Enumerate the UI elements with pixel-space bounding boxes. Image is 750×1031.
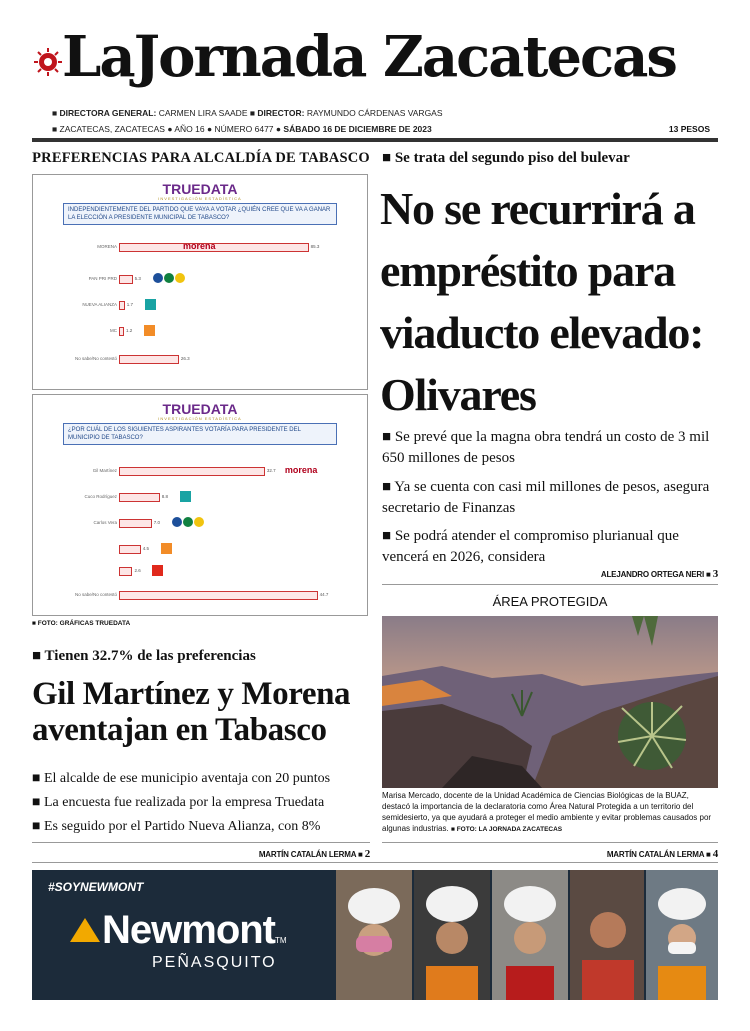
chart-bar [119,591,318,600]
workers-photo-collage [336,870,718,1000]
ad-brand [102,908,287,953]
left-bullet: ■ Es seguido por el Partido Nueva Alianza, con 8% [32,819,321,834]
chart-category-label: PAN PRI PRD [88,276,117,281]
chart-value-label: 7.0 [153,520,161,525]
price: 13 PESOS [668,124,710,134]
right-byline-name: ALEJANDRO ORTEGA NERI [600,570,704,579]
ad-brand-text: Newmont [102,908,275,952]
caption-text: Marisa Mercado, docente de la Unidad Académica de Ciencias Biológicas de la BUAZ, destacó la importancia de la declaratoria como Área Natural Protegida a un territorio del semidesierto, ya que ayudará a proteger el medio ambiente y evitar problemas causados por algunas industrias. [382,791,712,833]
chart-value-label: 2.6 [134,568,141,573]
chart-bar [119,519,152,528]
chart-category-label: MC [110,328,117,333]
photo-page-ref: 4 [712,848,718,860]
chart-bar-row [33,565,367,577]
sun-logo-icon [34,48,62,76]
left-headline: Gil Martínez y Morena aventajan en Tabasco [32,676,351,748]
chart-bar [119,493,160,502]
directora-label: DIRECTORA GENERAL: [59,108,157,118]
photo-byline-name: MARTÍN CATALÁN LERMA [606,850,704,859]
truedata-sub: INVESTIGACIÓN ESTADÍSTICA [158,196,242,201]
photo-caption: Marisa Mercado, docente de la Unidad Académica de Ciencias Biológicas de la BUAZ, destacó la importancia de la declaratoria como Área Natural Protegida a un territorio del semidesierto, ya que ayudará a proteger el medio ambiente y evitar problemas causados por algunas industrias. ■ FOTO: LA JORNADA ZACATECAS [382,791,712,833]
pt-logo-icon [152,565,164,578]
coalition-logos-icon [153,273,186,285]
main-headline: No se recurrirá a empréstito para viaducto elevado: Olivares [380,183,704,420]
right-bullet-text: Se prevé que la magna obra tendrá un costo de 3 mil 650 millones de pesos [382,429,710,466]
right-bullet-text: Se podrá atender el compromiso plurianual que vencerá en 2026, considera [382,528,679,565]
nueva-alianza-logo-icon [180,491,192,504]
chart-bar [119,301,125,310]
left-bullet-text: La encuesta fue realizada por la empresa Truedata [43,795,325,810]
chart-bar-row [33,543,367,555]
divider [32,842,370,843]
ad-hashtag: #SOYNEWMONT [48,880,144,894]
divider [382,842,718,843]
left-kicker-text: Tienen 32.7% de las preferencias [44,648,256,664]
nueva-alianza-logo-icon [145,299,157,312]
left-bullet-text: El alcalde de ese municipio aventaja con 20 puntos [43,771,331,786]
chart-bar-row [33,465,367,477]
dateline-place: ZACATECAS, ZACATECAS [59,124,165,134]
right-bullet: ■ Ya se cuenta con casi mil millones de pesos, asegura secretario de Finanzas [382,479,710,516]
director-name: RAYMUNDO CÁRDENAS VARGAS [306,108,443,118]
director-label: DIRECTOR: [257,108,305,118]
dateline: ■ ZACATECAS, ZACATECAS ● AÑO 16 ● NÚMERO 6477 ● SÁBADO 16 DE DICIEMBRE DE 2023 [52,124,432,134]
ad-tm: TM [275,936,287,945]
chart-category-label: Cuco Rodríguez [84,494,117,499]
right-kicker-text: Se trata del segundo piso del bulevar [394,150,630,166]
divider [382,584,718,585]
right-bullet: ■ Se prevé que la magna obra tendrá un costo de 3 mil 650 millones de pesos [382,429,710,466]
chart-bar [119,545,141,554]
chart-bar-row [33,273,367,285]
right-bullet: ■ Se podrá atender el compromiso plurianual que vencerá en 2026, considera [382,528,679,565]
chart-category-label: Carlos Vera [93,520,117,525]
left-bullet-text: Es seguido por el Partido Nueva Alianza, con 8% [43,819,321,834]
left-page-ref: 2 [364,848,370,860]
left-byline: MARTÍN CATALÁN LERMA ■ 2 [258,848,370,860]
chart-category-label: No sabe/No contestó [74,356,117,361]
chart-value-label: 1.7 [126,302,133,307]
mc-logo-icon [144,325,156,338]
divider [32,862,718,863]
masthead-divider [32,138,718,142]
chart-value-label: 8.8 [161,494,168,499]
chart-category-label: No sabe/No contestó [74,592,117,597]
chart-bar-row [33,589,367,601]
chart-question: INDEPENDIENTEMENTE DEL PARTIDO QUE VAYA A VOTAR ¿QUIÉN CREE QUE VA A GANAR LA ELECCIÓN A PRESIDENTE MUNICIPAL DE TABASCO? [63,203,337,225]
chart-bar [119,275,133,284]
mc-logo-icon [161,543,173,556]
truedata-logo: TRUEDATA [162,401,238,417]
right-bullet-text: Ya se cuenta con casi mil millones de pesos, asegura secretario de Finanzas [382,479,710,516]
chart-category-label: Gil Martínez [92,468,117,473]
morena-logo-icon: morena [284,465,318,475]
chart-value-label: 44.7 [319,592,329,597]
chart-bar-row [33,325,367,337]
chart-category-label: NUEVA ALIANZA [82,302,117,307]
photo-credit: ■ FOTO: GRÁFICAS TRUEDATA [32,620,131,627]
chart-bar [119,355,179,364]
right-byline: ALEJANDRO ORTEGA NERI ■ 3 [600,568,718,580]
right-page-ref: 3 [712,568,718,580]
chart-candidate-vote [32,394,368,616]
chart-category-label: MORENA [97,244,117,249]
directora-name: CARMEN LIRA SAADE [158,108,248,118]
chart-value-label: 4.5 [142,546,150,551]
left-byline-name: MARTÍN CATALÁN LERMA [258,850,356,859]
photo-byline: MARTÍN CATALÁN LERMA ■ 4 [606,848,718,860]
morena-logo-icon: morena [183,241,216,251]
chart-value-label: 32.7 [266,468,276,473]
dateline-year: AÑO 16 [174,124,205,134]
masthead-title: LaJornada Zacatecas [62,24,676,90]
chart-bar-row [33,517,367,529]
coalition-logos-icon [172,517,205,529]
section-title: PREFERENCIAS PARA ALCALDÍA DE TABASCO [32,150,370,166]
chart-question: ¿POR CUÁL DE LOS SIGUIENTES ASPIRANTES VOTARÍA PARA PRESIDENTE DEL MUNICIPIO DE TABASCO? [63,423,337,445]
chart-value-label: 26.3 [180,356,190,361]
chart-bar-row [33,491,367,503]
left-bullet: ■ El alcalde de ese municipio aventaja con 20 puntos [32,771,331,786]
chart-bar-row [33,299,367,311]
caption-credit: FOTO: LA JORNADA ZACATECAS [456,826,563,833]
truedata-sub: INVESTIGACIÓN ESTADÍSTICA [158,416,242,421]
chart-bar [119,567,132,576]
photo-credit-text: FOTO: GRÁFICAS TRUEDATA [37,620,131,627]
dateline-number: NÚMERO 6477 [214,124,274,134]
chart-bar-row [33,353,367,365]
newmont-logo-icon [70,918,100,942]
chart-value-label: 85.3 [310,244,320,249]
area-title: ÁREA PROTEGIDA [492,594,608,609]
staff-line: ■ DIRECTORA GENERAL: CARMEN LIRA SAADE ■ DIRECTOR: RAYMUNDO CÁRDENAS VARGAS [52,108,443,118]
left-bullet: ■ La encuesta fue realizada por la empresa Truedata [32,795,325,810]
desert-landscape-photo [382,616,718,788]
right-kicker: ■ Se trata del segundo piso del bulevar [382,150,630,166]
chart-bar [119,467,265,476]
left-kicker: ■ Tienen 32.7% de las preferencias [32,648,256,664]
newmont-ad[interactable] [32,870,718,1000]
ad-subbrand: PEÑASQUITO [152,954,277,971]
chart-bar-row [33,241,367,253]
chart-bar [119,327,124,336]
dateline-date: SÁBADO 16 DE DICIEMBRE DE 2023 [283,124,432,134]
chart-value-label: 1.2 [126,328,133,333]
chart-value-label: 5.3 [134,276,141,281]
chart-winner-expectation [32,174,368,390]
truedata-logo: TRUEDATA [162,181,238,197]
